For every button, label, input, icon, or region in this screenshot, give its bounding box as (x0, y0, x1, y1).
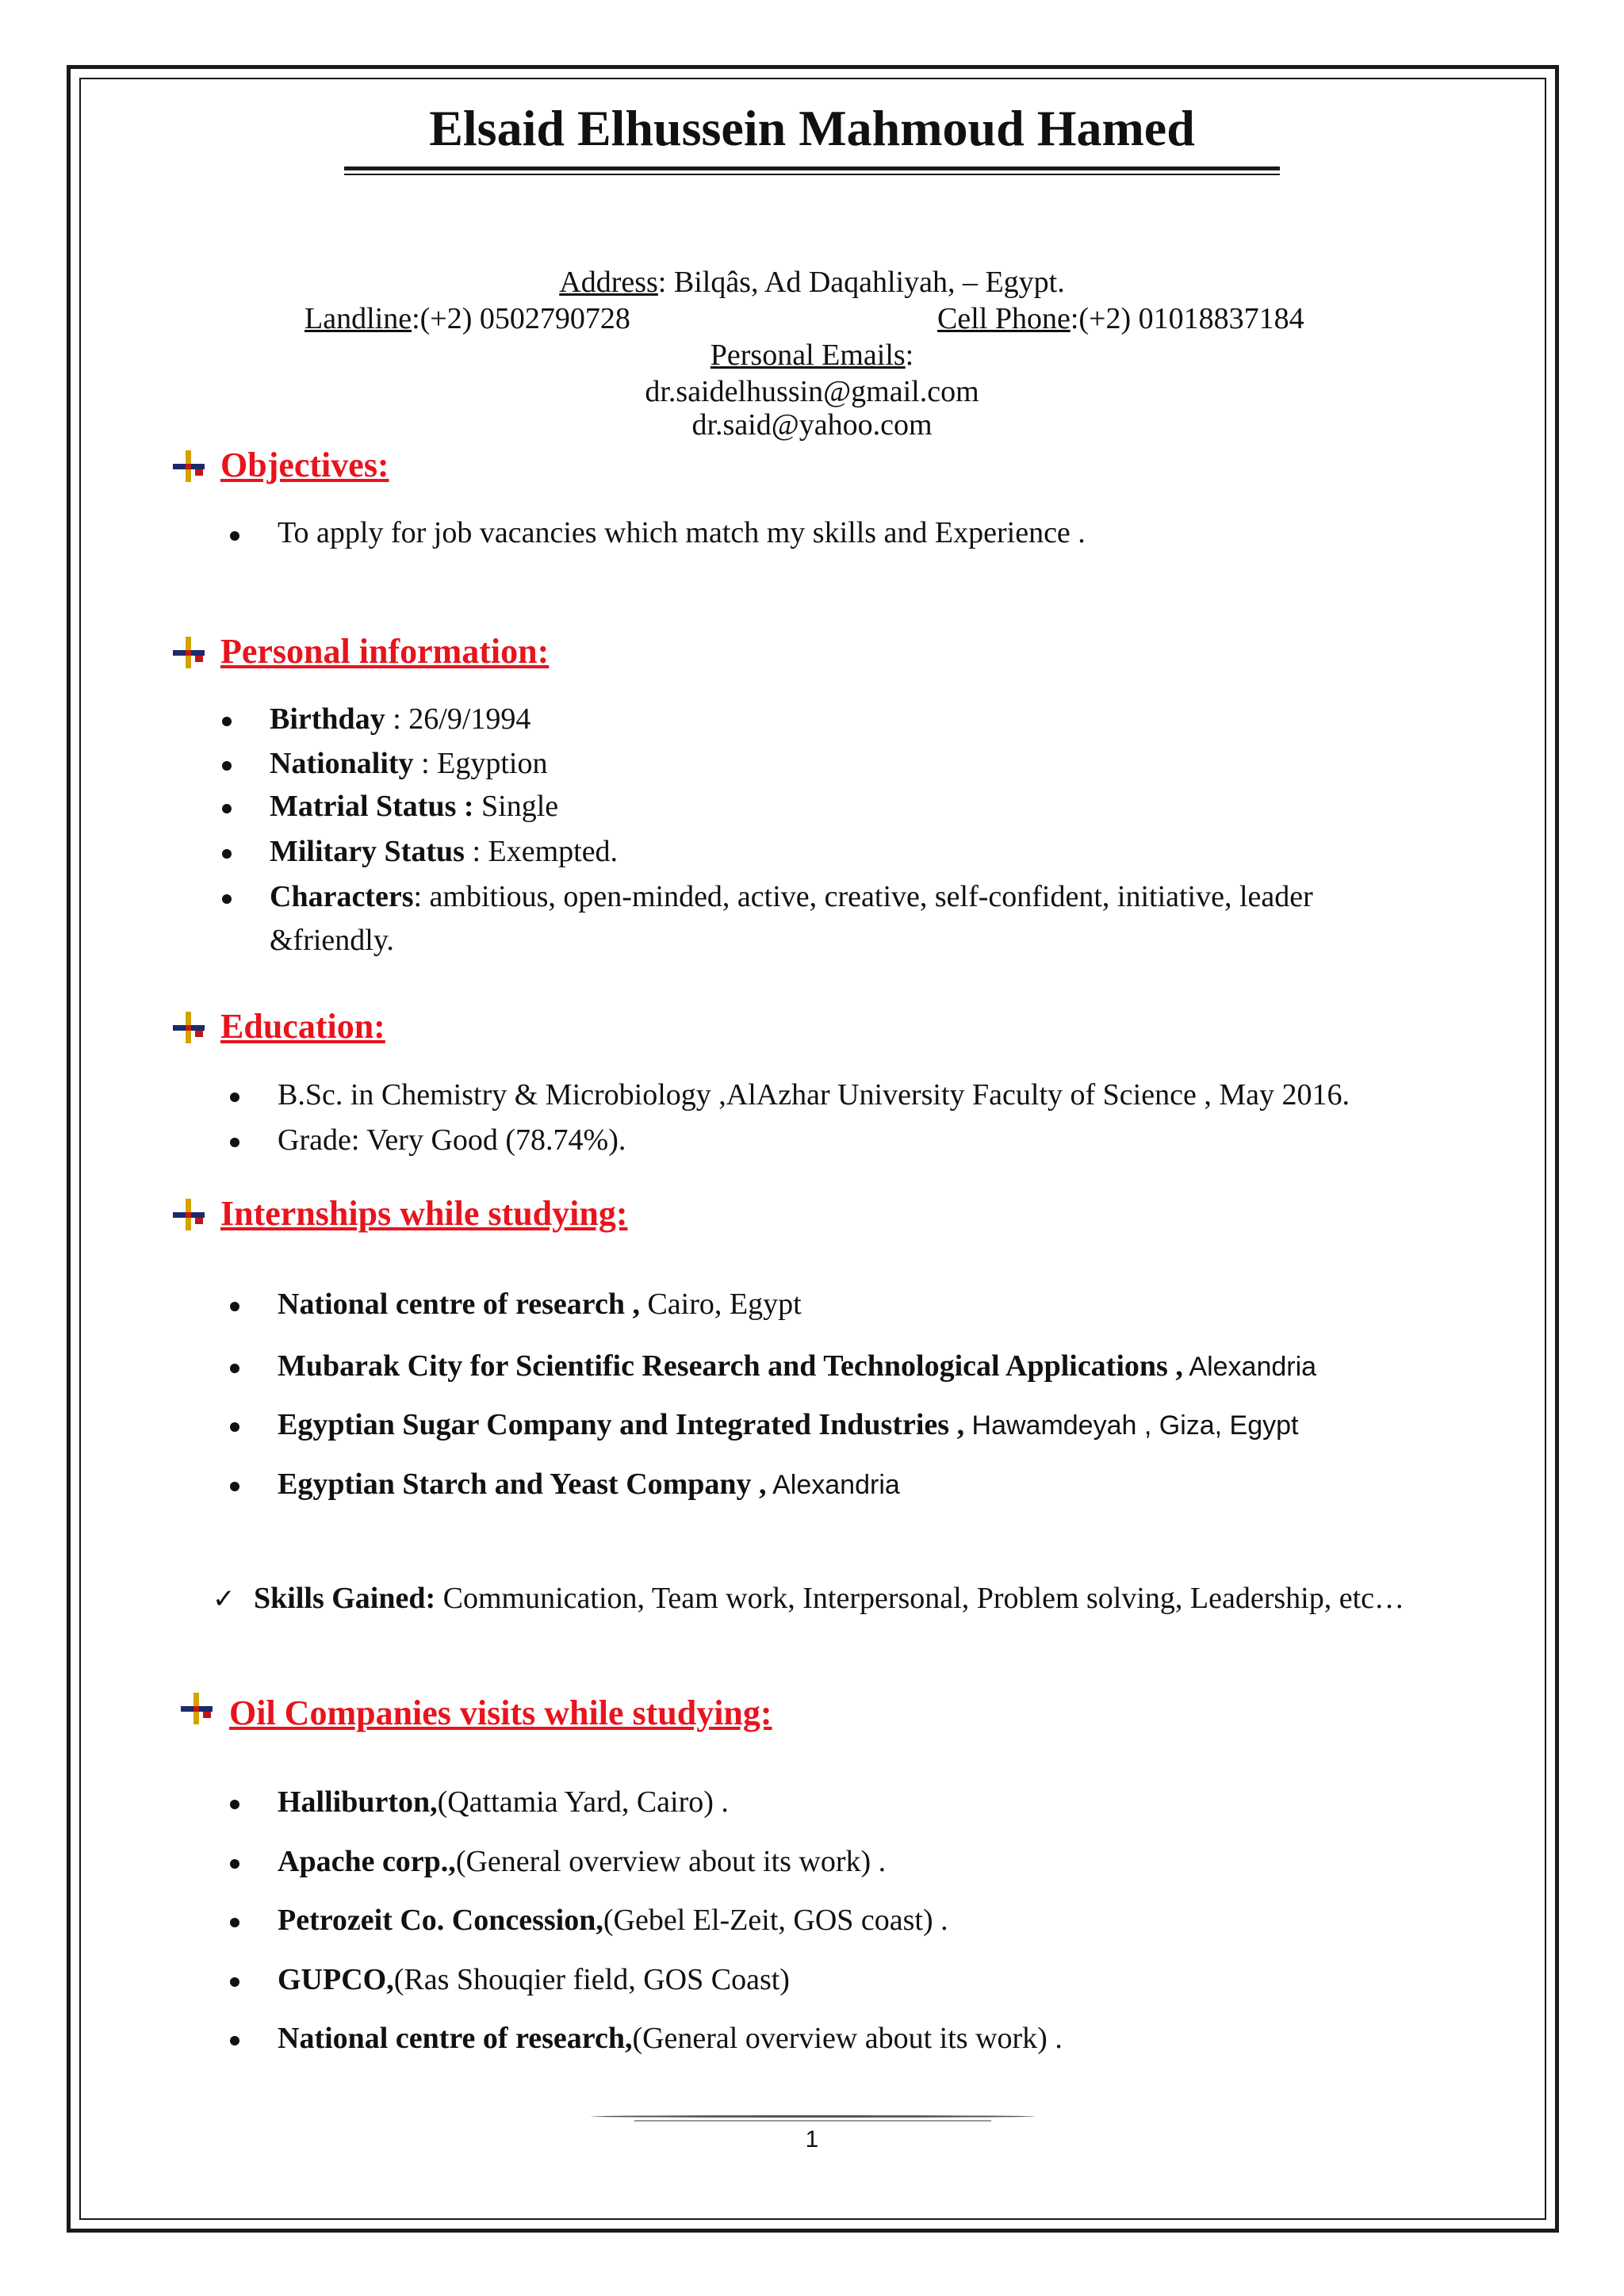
internship-item (278, 1467, 900, 1502)
oil-visit-detail: (General overview about its work) . (632, 2022, 1063, 2055)
resume-name: Elsaid Elhussein Mahmoud Hamed (429, 100, 1195, 156)
bullet-dot (230, 1422, 239, 1432)
military-status-value: : Exempted. (464, 835, 619, 868)
birthday-label: Birthday (270, 702, 385, 736)
cell-phone-line (937, 301, 1304, 336)
internship-location: Cairo, Egypt (639, 1288, 802, 1321)
emails-label: Personal Emails (710, 339, 906, 372)
section-bullet-icon (173, 637, 205, 668)
characters-value: : ambitious, open-minded, active, creative, self-confident, initiative, leader (413, 880, 1313, 913)
oil-visit-item (278, 1785, 729, 1820)
bullet-dot (230, 1977, 239, 1987)
internship-org: Egyptian Starch and Yeast Company , (278, 1468, 767, 1501)
skills-gained-label: Skills Gained: (254, 1582, 436, 1615)
marital-status-item (270, 789, 558, 824)
landline-line (304, 301, 630, 336)
oil-visit-detail: (Gebel El-Zeit, GOS coast) . (603, 1904, 948, 1937)
internship-location: Alexandria (1182, 1352, 1317, 1382)
oil-company: Petrozeit Co. Concession, (278, 1904, 603, 1937)
characters-item (270, 879, 1313, 914)
nationality-item (270, 746, 547, 781)
oil-company: National centre of research, (278, 2022, 633, 2055)
bullet-dot (230, 1859, 239, 1869)
personal-info-heading: Personal information: (220, 632, 550, 671)
nationality-label: Nationality (270, 747, 414, 780)
education-heading: Education: (220, 1007, 385, 1046)
internship-org: Egyptian Sugar Company and Integrated Industries , (278, 1408, 965, 1441)
birthday-value: : 26/9/1994 (385, 702, 531, 736)
emails-heading (0, 338, 1624, 373)
oil-company: GUPCO, (278, 1963, 394, 1996)
bullet-dot (230, 2036, 239, 2045)
characters-label: Characters (270, 880, 414, 913)
page-number: 1 (805, 2126, 819, 2152)
military-status-label: Military Status (270, 835, 465, 868)
internship-location: Alexandria (766, 1470, 900, 1500)
bullet-dot (222, 761, 232, 771)
objective-item: To apply for job vacancies which match my skills and Experience . (278, 516, 1086, 549)
section-bullet-icon (173, 1199, 205, 1230)
birthday-item (270, 702, 530, 737)
internship-location: Hawamdeyah , Giza, Egypt (964, 1410, 1299, 1441)
section-bullet-icon (173, 450, 205, 482)
oil-company: Apache corp., (278, 1845, 456, 1878)
section-bullet-icon (181, 1693, 213, 1724)
marital-status-value: Single (473, 790, 559, 823)
bullet-dot (222, 849, 232, 859)
oil-visit-item (278, 1844, 886, 1879)
footer-divider-shadow (634, 2120, 991, 2122)
bullet-dot (230, 1093, 239, 1102)
nationality-value: : Egyption (413, 747, 548, 780)
education-degree: B.Sc. in Chemistry & Microbiology ,AlAzhar University Faculty of Science , May 2016. (278, 1078, 1350, 1112)
bullet-dot (230, 1302, 239, 1311)
military-status-item (270, 834, 618, 869)
oil-visit-detail: (General overview about its work) . (455, 1845, 887, 1878)
name-underline-thick (344, 166, 1280, 170)
landline-value: :(+2) 0502790728 (412, 302, 630, 335)
bullet-dot (230, 1138, 239, 1147)
oil-company: Halliburton, (278, 1785, 438, 1819)
oil-visit-detail: (Qattamia Yard, Cairo) . (437, 1785, 729, 1819)
emails-colon: : (905, 339, 914, 372)
bullet-dot (222, 717, 232, 726)
bullet-dot (222, 804, 232, 813)
address-line (0, 265, 1624, 300)
internship-org: Mubarak City for Scientific Research and Technological Applications , (278, 1349, 1183, 1383)
name-underline-thin (344, 174, 1280, 175)
footer-divider (591, 2115, 1035, 2118)
internship-item (278, 1407, 1299, 1442)
bullet-dot (222, 894, 232, 904)
cell-phone-label: Cell Phone (937, 302, 1071, 335)
marital-status-label: Matrial Status : (270, 790, 474, 823)
address-label: Address (559, 266, 658, 299)
internship-item (278, 1349, 1316, 1383)
internship-org: National centre of research , (278, 1288, 640, 1321)
oil-visit-detail: (Ras Shouqier field, GOS Coast) (393, 1963, 790, 1996)
oil-visit-item (278, 1903, 948, 1938)
oil-visit-item (278, 2021, 1063, 2056)
objectives-heading: Objectives: (220, 446, 389, 484)
bullet-dot (230, 1800, 239, 1809)
cell-phone-value: :(+2) 01018837184 (1070, 302, 1304, 335)
checkmark-icon: ✓ (213, 1583, 236, 1615)
section-bullet-icon (173, 1012, 205, 1043)
email-yahoo[interactable]: dr.said@yahoo.com (691, 408, 933, 442)
oil-visits-heading: Oil Companies visits while studying: (229, 1693, 772, 1732)
address-value: : Bilqâs, Ad Daqahliyah, – Egypt. (657, 266, 1065, 299)
internship-item (278, 1287, 802, 1322)
bullet-dot (230, 531, 239, 541)
skills-gained-line (213, 1581, 1404, 1616)
bullet-dot (230, 1918, 239, 1927)
characters-value-cont: &friendly. (270, 924, 394, 957)
education-grade: Grade: Very Good (78.74%). (278, 1123, 626, 1157)
email-gmail[interactable]: dr.saidelhussin@gmail.com (645, 375, 979, 408)
internships-heading: Internships while studying: (220, 1194, 628, 1233)
bullet-dot (230, 1482, 239, 1491)
landline-label: Landline (304, 302, 412, 335)
oil-visit-item (278, 1962, 790, 1997)
skills-gained-value: Communication, Team work, Interpersonal, Problem solving, Leadership, etc… (435, 1582, 1405, 1615)
bullet-dot (230, 1364, 239, 1373)
